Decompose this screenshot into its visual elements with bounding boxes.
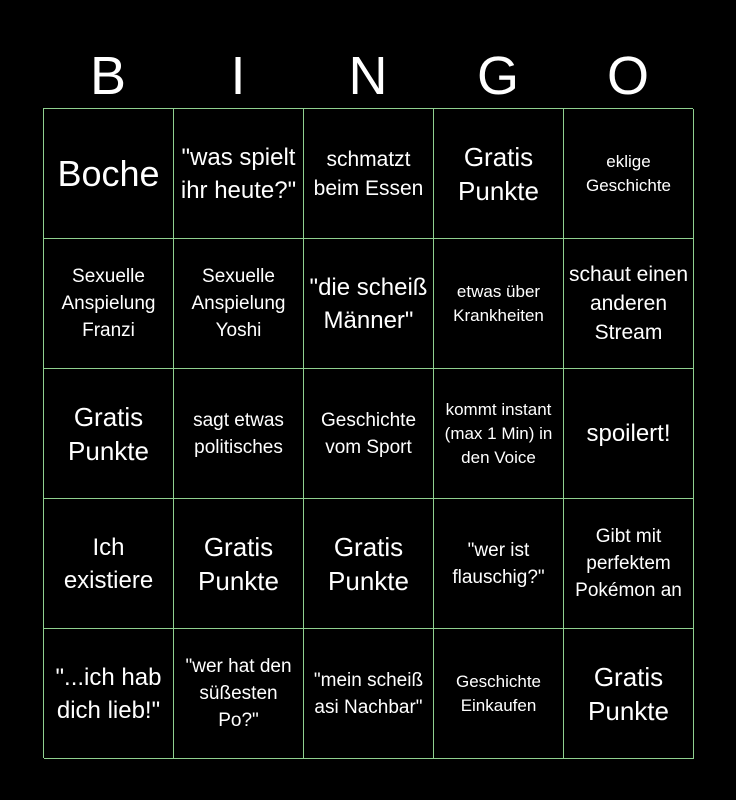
header-letter-g: G bbox=[476, 46, 519, 106]
cell-text: spoilert! bbox=[586, 420, 671, 447]
cell-text: "die scheiß Männer" bbox=[309, 273, 428, 334]
cell-text: "wer hat den süßesten Po?" bbox=[185, 656, 292, 731]
cell-text: etwas über Krankheiten bbox=[453, 281, 544, 325]
cell-text: Boche bbox=[57, 152, 160, 194]
bingo-cell-r1-c4[interactable] bbox=[434, 109, 564, 239]
bingo-cell-r1-c1[interactable] bbox=[44, 109, 174, 239]
cell-text: Gibt mit perfektem Pokémon an bbox=[575, 526, 682, 601]
bingo-cell-r5-c1[interactable] bbox=[44, 629, 174, 759]
bingo-cell-r1-c5[interactable] bbox=[564, 109, 694, 239]
bingo-cell-r3-c5[interactable] bbox=[564, 369, 694, 499]
bingo-header bbox=[43, 44, 693, 108]
bingo-cell-r4-c3[interactable] bbox=[304, 499, 434, 629]
bingo-cell-r3-c2[interactable] bbox=[174, 369, 304, 499]
cell-text: Geschichte vom Sport bbox=[320, 409, 417, 458]
cell-text: "...ich hab dich lieb!" bbox=[55, 663, 162, 724]
bingo-cell-r5-c3[interactable] bbox=[304, 629, 434, 759]
cell-text: schaut einen anderen Stream bbox=[568, 263, 689, 344]
header-letter-o: O bbox=[606, 46, 649, 106]
header-letter-n: N bbox=[348, 46, 388, 106]
header-letter-i: I bbox=[230, 46, 246, 106]
cell-text: Gratis Punkte bbox=[458, 141, 539, 206]
cell-text: Sexuelle Anspielung Yoshi bbox=[191, 266, 286, 341]
header-letter-b: B bbox=[89, 46, 127, 106]
bingo-cell-r2-c5[interactable] bbox=[564, 239, 694, 369]
cell-text: eklige Geschichte bbox=[585, 151, 672, 195]
cell-text: "wer ist flauschig?" bbox=[452, 539, 545, 588]
bingo-cell-r4-c2[interactable] bbox=[174, 499, 304, 629]
bingo-cell-r1-c2[interactable] bbox=[174, 109, 304, 239]
cell-text: schmatzt beim Essen bbox=[313, 147, 424, 200]
bingo-board bbox=[43, 108, 693, 758]
bingo-cell-r5-c5[interactable] bbox=[564, 629, 694, 759]
bingo-cell-r4-c5[interactable] bbox=[564, 499, 694, 629]
bingo-cell-r5-c4[interactable] bbox=[434, 629, 564, 759]
cell-text: Gratis Punkte bbox=[328, 531, 409, 596]
cell-text: Gratis Punkte bbox=[198, 531, 279, 596]
cell-text: sagt etwas politisches bbox=[193, 409, 284, 458]
bingo-cell-r2-c1[interactable] bbox=[44, 239, 174, 369]
bingo-cell-r1-c3[interactable] bbox=[304, 109, 434, 239]
bingo-cell-r2-c4[interactable] bbox=[434, 239, 564, 369]
bingo-cell-r4-c4[interactable] bbox=[434, 499, 564, 629]
bingo-cell-r2-c2[interactable] bbox=[174, 239, 304, 369]
cell-text: kommt instant (max 1 Min) in den Voice bbox=[444, 399, 553, 467]
bingo-cell-r2-c3[interactable] bbox=[304, 239, 434, 369]
cell-text: "was spielt ihr heute?" bbox=[180, 143, 297, 204]
cell-text: Ich existiere bbox=[63, 533, 154, 594]
cell-text: Geschichte Einkaufen bbox=[455, 671, 542, 715]
bingo-cell-r3-c1[interactable] bbox=[44, 369, 174, 499]
bingo-cell-r4-c1[interactable] bbox=[44, 499, 174, 629]
cell-text: "mein scheiß asi Nachbar" bbox=[313, 669, 424, 718]
cell-text: Gratis Punkte bbox=[588, 661, 669, 726]
cell-text: Gratis Punkte bbox=[68, 401, 149, 466]
cell-text: Sexuelle Anspielung Franzi bbox=[61, 266, 156, 341]
bingo-cell-r3-c3[interactable] bbox=[304, 369, 434, 499]
bingo-cell-r5-c2[interactable] bbox=[174, 629, 304, 759]
bingo-cell-r3-c4[interactable] bbox=[434, 369, 564, 499]
